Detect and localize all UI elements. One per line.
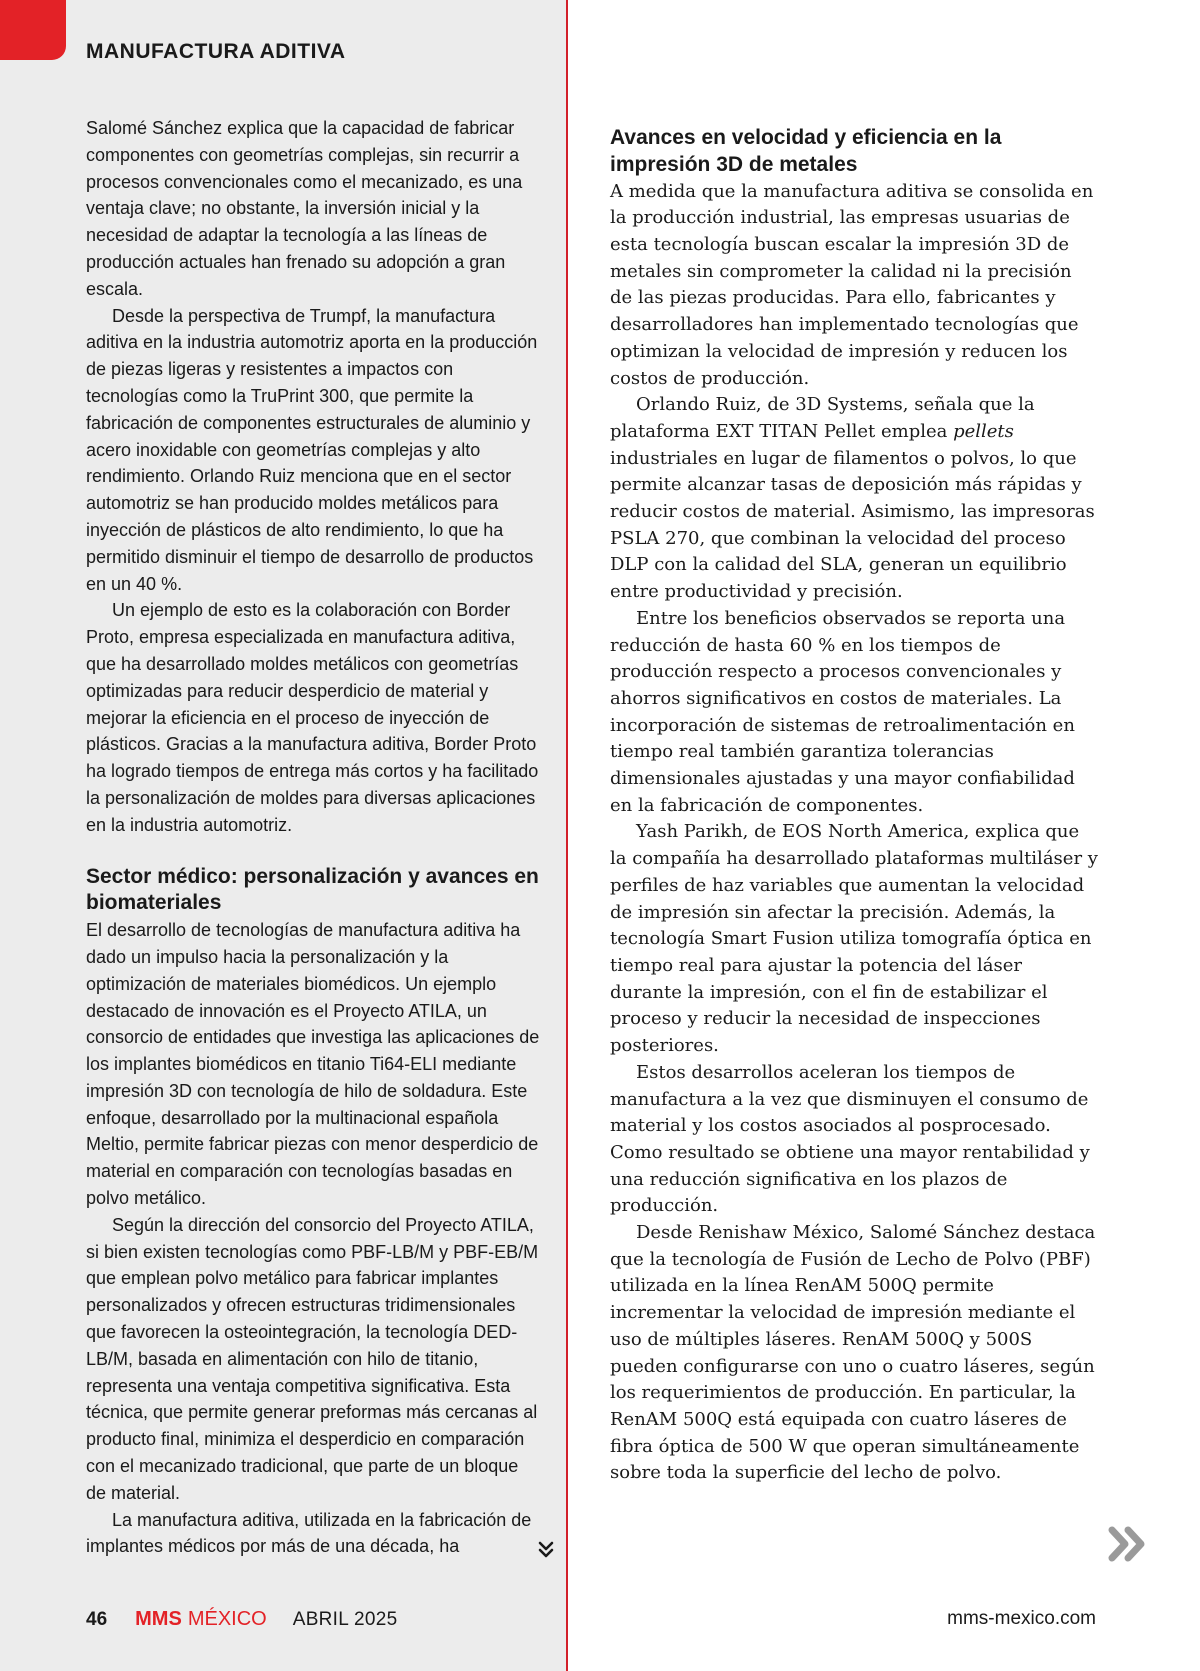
- right-paragraph-2-end: industriales en lugar de filamentos o polvos, lo que permite alcanzar tasas de deposición más rápidas y reducir costos de material. Asimismo, las impresoras PSLA 270, que combinan la velocidad del proceso DLP con la calidad del SLA, generan un equilibrio entre productividad y precisión.: [610, 447, 1095, 603]
- left-paragraph-6: La manufactura aditiva, utilizada en la fabricación de implantes médicos por más de una década, ha: [86, 1509, 532, 1557]
- left-paragraph-2: Desde la perspectiva de Trumpf, la manufactura aditiva en la industria automotriz aporta en la producción de piezas ligeras y resistentes a impactos con tecnologías como la TruPrint 300, que permite la fabricación de componentes estructurales de aluminio y acero inoxidable con geometrías complejas y alto rendimiento. Orlando Ruiz menciona que en el sector automotriz se han producido moldes metálicos para inyección de plásticos de alto rendimiento, lo que ha permitido disminuir el tiempo de desarrollo de productos en un 40 %.: [86, 305, 538, 594]
- left-column: [86, 115, 542, 1560]
- left-paragraph-1: Salomé Sánchez explica que la capacidad de fabricar componentes con geometrías complejas, sin recurrir a procesos convencionales como el mecanizado, es una ventaja clave; no obstante, la inversión inicial y la necesidad de adaptar la tecnología a las líneas de producción actuales han frenado su adopción a gran escala.: [86, 118, 523, 299]
- right-paragraph-2: [610, 392, 1098, 606]
- page-number: 46: [86, 1609, 108, 1630]
- left-paragraph-4: El desarrollo de tecnologías de manufactura aditiva ha dado un impulso hacia la personalización y la optimización de materiales biomédicos. Un ejemplo destacado de innovación es el Proyecto ATILA, un consorcio de entidades que investiga las aplicaciones de los implantes biomédicos en titanio Ti64-ELI mediante impresión 3D con tecnología de hilo de soldadura. Este enfoque, desarrollado por la multinacional española Meltio, permite fabricar piezas con menor desperdicio de material en comparación con tecnologías basadas en polvo metálico.: [86, 920, 540, 1209]
- right-paragraph-4: Yash Parikh, de EOS North America, explica que la compañía ha desarrollado plataformas multiláser y perfiles de haz variables que aumentan la velocidad de impresión sin afectar la precisión. Además, la tecnología Smart Fusion utiliza tomografía óptica en tiempo real para ajustar la potencia del láser durante la impresión, con el fin de estabilizar el proceso y reducir la necesidad de inspecciones posteriores.: [610, 821, 1098, 1057]
- medical-sector-heading: Sector médico: personalización y avances en biomateriales: [86, 864, 539, 915]
- speed-efficiency-heading: Avances en velocidad y eficiencia en la impresión 3D de metales: [610, 126, 1002, 176]
- section-corner-tab: [0, 0, 66, 60]
- chevron-down-icon[interactable]: [536, 1540, 556, 1560]
- double-chevron-right-icon[interactable]: [1107, 1525, 1149, 1563]
- pellets-italic: pellets: [953, 420, 1014, 442]
- website-link[interactable]: mms-mexico.com: [947, 1608, 1096, 1629]
- right-paragraph-2-start: Orlando Ruiz, de 3D Systems, señala que la plataforma EXT TITAN Pellet emplea: [610, 394, 1035, 442]
- right-column: [610, 125, 1098, 1487]
- brand-logo-mms: MMS: [135, 1608, 182, 1630]
- section-label: MANUFACTURA ADITIVA: [86, 40, 346, 63]
- left-paragraph-5: Según la dirección del consorcio del Proyecto ATILA, si bien existen tecnologías como PBF-LB/M y PBF-EB/M que emplean polvo metálico para fabricar implantes personalizados y ofrecen estructuras tridimensionales que favorecen la osteointegración, la tecnología DED-LB/M, basada en alimentación con hilo de titanio, representa una ventaja competitiva significativa. Esta técnica, que permite generar preformas más cercanas al producto final, minimiza el desperdicio en comparación con el mecanizado tradicional, que parte de un bloque de material.: [86, 1214, 539, 1503]
- issue-date: ABRIL 2025: [292, 1609, 398, 1630]
- right-paragraph-1: A medida que la manufactura aditiva se consolida en la producción industrial, las empresas usuarias de esta tecnología buscan escalar la impresión 3D de metales sin comprometer la calidad ni la precisión de las piezas producidas. Para ello, fabricantes y desarrolladores han implementado tecnologías que optimizan la velocidad de impresión y reducen los costos de producción.: [610, 180, 1094, 389]
- right-paragraph-5: Estos desarrollos aceleran los tiempos de manufactura a la vez que disminuyen el consumo de material y los costos asociados al posprocesado. Como resultado se obtiene una mayor rentabilidad y una reducción significativa en los plazos de producción.: [610, 1061, 1090, 1217]
- column-divider: [566, 0, 568, 1671]
- left-paragraph-3: Un ejemplo de esto es la colaboración con Border Proto, empresa especializada en manufactura aditiva, que ha desarrollado moldes metálicos con geometrías optimizadas para reducir desperdicio de material y mejorar la eficiencia en el proceso de inyección de plásticos. Gracias a la manufactura aditiva, Border Proto ha logrado tiempos de entrega más cortos y ha facilitado la personalización de moldes para diversas aplicaciones en la industria automotriz.: [86, 600, 539, 835]
- right-paragraph-6: Desde Renishaw México, Salomé Sánchez destaca que la tecnología de Fusión de Lecho de Polvo (PBF) utilizada en la línea RenAM 500Q permite incrementar la velocidad de impresión mediante el uso de múltiples láseres. RenAM 500Q y 500S pueden configurarse con uno o cuatro láseres, según los requerimientos de producción. En particular, la RenAM 500Q está equipada con cuatro láseres de fibra óptica de 500 W que operan simultáneamente sobre toda la superficie del lecho de polvo.: [610, 1222, 1096, 1484]
- footer-left: [86, 1608, 397, 1631]
- right-paragraph-3: Entre los beneficios observados se reporta una reducción de hasta 60 % en los tiempos de producción respecto a procesos convencionales y ahorros significativos en costos de materiales. La incorporación de sistemas de retroalimentación en tiempo real también garantiza tolerancias dimensionales ajustadas y una mayor confiabilidad en la fabricación de componentes.: [610, 607, 1075, 816]
- brand-logo-country: MÉXICO: [187, 1608, 267, 1630]
